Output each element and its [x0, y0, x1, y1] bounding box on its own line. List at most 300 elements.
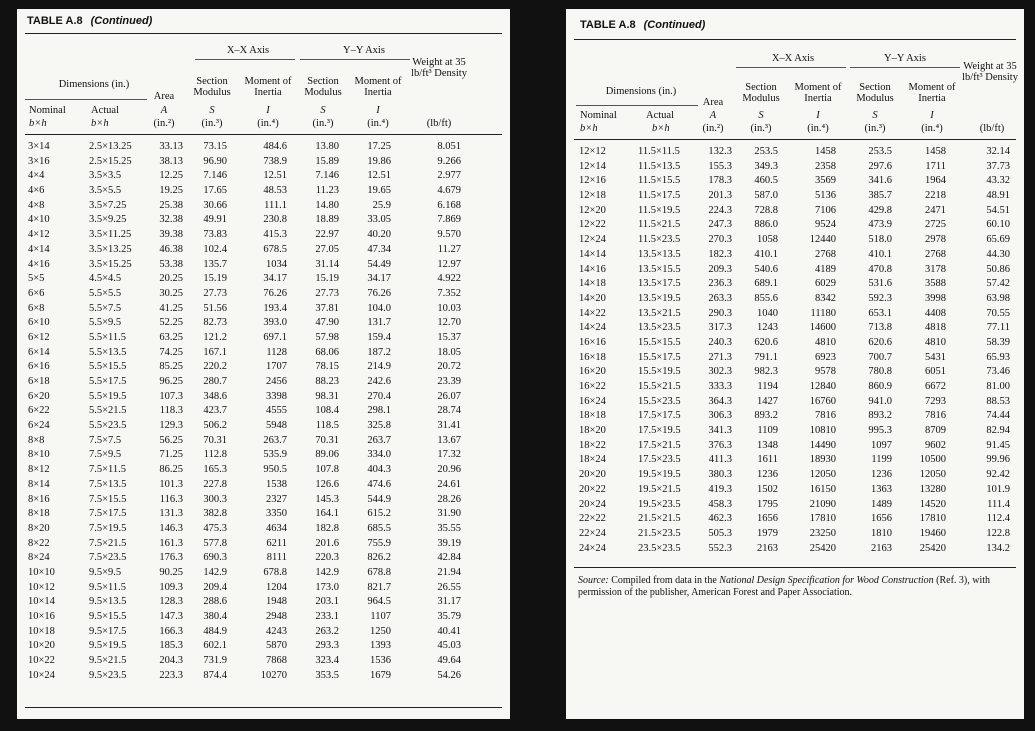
column-section-modulus-y — [850, 145, 892, 556]
table-cell: 9602 — [925, 439, 946, 451]
table-cell: 9.570 — [437, 229, 461, 241]
table-cell: 17.65 — [203, 185, 227, 197]
table-cell: 474.6 — [367, 478, 391, 490]
table-cell: 3.5×13.25 — [89, 243, 132, 255]
table-cell: 3.5×11.25 — [89, 229, 132, 241]
table-cell: 13.67 — [437, 434, 461, 446]
table-cell: 964.5 — [367, 596, 391, 608]
sx-unit: (in.³) — [750, 123, 772, 134]
table-cell: 3.5×5.5 — [89, 185, 122, 197]
table-title — [580, 19, 705, 31]
table-cell: 382.8 — [203, 508, 227, 520]
table-cell: 9578 — [815, 366, 836, 378]
table-cell: 4243 — [266, 625, 287, 637]
table-cell: 893.2 — [754, 410, 778, 422]
table-cell: 1058 — [757, 234, 778, 246]
sy-unit: (in.³) — [312, 118, 334, 129]
table-cell: 2.5×13.25 — [89, 141, 132, 152]
table-cell: 3398 — [266, 390, 287, 402]
table-cell: 19460 — [919, 527, 946, 539]
weight-unit: (lb/ft) — [426, 118, 452, 129]
actual-header: Actual — [91, 105, 119, 116]
table-cell: 134.2 — [986, 542, 1010, 554]
table-cell: 10×12 — [28, 581, 55, 593]
table-cell: 35.55 — [437, 522, 461, 534]
table-cell: 460.5 — [754, 175, 778, 187]
sy-symbol: S — [320, 105, 326, 116]
table-cell: 253.5 — [754, 146, 778, 157]
table-cell: 21.94 — [437, 566, 461, 578]
table-cell: 1199 — [871, 454, 892, 466]
sy-symbol: S — [872, 110, 878, 121]
table-cell: 42.84 — [437, 552, 461, 564]
table-cell: 484.9 — [203, 625, 227, 637]
table-cell: 6×24 — [28, 420, 50, 432]
column-actual — [638, 145, 704, 556]
header-rule — [25, 134, 502, 135]
table-cell: 18.05 — [437, 346, 461, 358]
table-cell: 34.17 — [367, 273, 391, 285]
table-cell: 15.5×17.5 — [638, 351, 681, 363]
table-cell: 227.8 — [203, 478, 227, 490]
table-cell: 12×20 — [579, 204, 606, 216]
table-cell: 5.5×9.5 — [89, 317, 122, 329]
table-cell: 1536 — [370, 655, 391, 667]
table-cell: 334.0 — [367, 449, 391, 461]
continued-label: (Continued) — [90, 15, 153, 27]
table-cell: 56.25 — [159, 434, 183, 446]
table-cell: 37.73 — [986, 160, 1010, 172]
table-cell: 270.3 — [708, 234, 732, 246]
actual-symbol: b×h — [91, 118, 109, 129]
column-moment-inertia-y — [349, 140, 391, 683]
column-moment-inertia-x — [239, 140, 287, 683]
table-cell: 223.3 — [159, 669, 183, 681]
nominal-header: Nominal — [29, 105, 66, 116]
table-cell: 263.7 — [367, 434, 391, 446]
table-cell: 109.3 — [159, 581, 183, 593]
table-cell: 21.5×21.5 — [638, 513, 681, 525]
table-cell: 12050 — [919, 469, 946, 481]
table-cell: 14600 — [809, 322, 836, 334]
weight-header: Weight at 35 lb/ft³ Density — [962, 61, 1018, 83]
table-cell: 45.03 — [437, 640, 461, 652]
table-cell: 7.146 — [315, 170, 339, 182]
table-cell: 2978 — [925, 234, 946, 246]
table-cell: 25.9 — [372, 199, 391, 211]
table-cell: 7.5×23.5 — [89, 552, 127, 564]
table-cell: 112.4 — [986, 513, 1010, 525]
table-cell: 270.4 — [367, 390, 391, 402]
header-rule — [574, 139, 1016, 140]
table-cell: 3×16 — [28, 155, 50, 167]
table-cell: 23250 — [809, 527, 836, 539]
table-cell: 17.25 — [367, 141, 391, 152]
table-cell: 419.3 — [708, 483, 732, 495]
table-cell: 182.8 — [315, 522, 339, 534]
table-cell: 4634 — [266, 522, 287, 534]
table-cell: 18930 — [809, 454, 836, 466]
table-cell: 11.5×19.5 — [638, 204, 681, 216]
table-cell: 4.5×4.5 — [89, 273, 122, 285]
table-cell: 473.9 — [868, 219, 892, 231]
table-cell: 20.96 — [437, 464, 461, 476]
table-cell: 14520 — [919, 498, 946, 510]
table-cell: 1204 — [266, 581, 287, 593]
bottom-rule — [25, 707, 502, 708]
yy-axis-header: Y–Y Axis — [343, 45, 385, 56]
table-cell: 9.5×9.5 — [89, 566, 122, 578]
table-cell: 12×18 — [579, 190, 606, 202]
sx-unit: (in.³) — [201, 118, 223, 129]
table-cell: 3.5×9.25 — [89, 214, 127, 226]
xx-axis-rule — [736, 67, 846, 68]
table-cell: 7.5×7.5 — [89, 434, 122, 446]
table-cell: 58.39 — [986, 336, 1010, 348]
table-cell: 17.5×19.5 — [638, 425, 681, 437]
table-cell: 10×22 — [28, 655, 55, 667]
table-cell: 1236 — [871, 469, 892, 481]
table-cell: 12×14 — [579, 160, 606, 172]
table-cell: 3.5×3.5 — [89, 170, 122, 182]
table-cell: 4×10 — [28, 214, 50, 226]
table-cell: 193.4 — [263, 302, 287, 314]
table-cell: 484.6 — [263, 141, 287, 152]
table-cell: 25420 — [809, 542, 836, 554]
table-cell: 8×18 — [28, 508, 50, 520]
table-cell: 6923 — [815, 351, 836, 363]
table-cell: 323.4 — [315, 655, 339, 667]
table-cell: 15.5×19.5 — [638, 366, 681, 378]
ix-header: Moment of Inertia — [244, 76, 292, 98]
table-cell: 950.5 — [263, 464, 287, 476]
table-cell: 16150 — [809, 483, 836, 495]
table-cell: 11.5×13.5 — [638, 160, 681, 172]
table-cell: 1795 — [757, 498, 778, 510]
table-cell: 1707 — [266, 361, 287, 373]
column-area — [696, 145, 732, 556]
table-cell: 506.2 — [203, 420, 227, 432]
table-cell: 96.25 — [159, 376, 183, 387]
table-cell: 1679 — [370, 669, 391, 681]
table-cell: 159.4 — [367, 331, 391, 343]
table-cell: 18.89 — [315, 214, 339, 226]
table-cell: 3588 — [925, 278, 946, 290]
table-cell: 1489 — [871, 498, 892, 510]
table-cell: 14×18 — [579, 278, 606, 290]
table-cell: 995.3 — [868, 425, 892, 437]
table-cell: 4.679 — [437, 185, 461, 197]
table-cell: 11180 — [810, 307, 836, 319]
area-unit: (in.²) — [702, 123, 724, 134]
table-cell: 7.5×17.5 — [89, 508, 127, 520]
table-cell: 306.3 — [708, 410, 732, 422]
table-cell: 41.25 — [159, 302, 183, 314]
table-cell: 19.5×21.5 — [638, 483, 681, 495]
table-cell: 7816 — [815, 410, 836, 422]
table-cell: 293.3 — [315, 640, 339, 652]
table-cell: 31.41 — [437, 420, 461, 432]
table-cell: 791.1 — [754, 351, 778, 363]
table-cell: 12×22 — [579, 219, 606, 231]
table-cell: 70.55 — [986, 307, 1010, 319]
table-cell: 552.3 — [708, 542, 732, 554]
table-cell: 886.0 — [754, 219, 778, 231]
table-cell: 9.5×17.5 — [89, 625, 127, 637]
table-cell: 2.5×15.25 — [89, 155, 132, 167]
table-cell: 5870 — [266, 640, 287, 652]
table-cell: 25.38 — [159, 199, 183, 211]
table-cell: 17810 — [809, 513, 836, 525]
table-cell: 173.0 — [315, 581, 339, 593]
table-cell: 353.5 — [315, 669, 339, 681]
table-cell: 5.5×13.5 — [89, 346, 127, 358]
table-cell: 11.5×15.5 — [638, 175, 681, 187]
table-cell: 18×24 — [579, 454, 606, 466]
table-cell: 587.0 — [754, 190, 778, 202]
table-cell: 204.3 — [159, 655, 183, 667]
table-cell: 263.2 — [315, 625, 339, 637]
table-cell: 685.5 — [367, 522, 391, 534]
table-cell: 57.42 — [986, 278, 1010, 290]
table-cell: 48.91 — [986, 190, 1010, 202]
table-cell: 874.4 — [203, 669, 227, 681]
table-cell: 7.5×15.5 — [89, 493, 127, 505]
table-cell: 88.23 — [315, 376, 339, 387]
table-cell: 298.1 — [367, 405, 391, 417]
table-cell: 82.94 — [986, 425, 1010, 437]
table-cell: 107.3 — [159, 390, 183, 402]
table-cell: 46.38 — [159, 243, 183, 255]
table-cell: 317.3 — [708, 322, 732, 334]
table-cell: 290.3 — [708, 307, 732, 319]
table-cell: 57.98 — [315, 331, 339, 343]
table-cell: 176.3 — [159, 552, 183, 564]
table-cell: 17.5×17.5 — [638, 410, 681, 422]
table-cell: 7.146 — [203, 170, 227, 182]
table-cell: 47.34 — [367, 243, 391, 255]
table-cell: 178.3 — [708, 175, 732, 187]
table-cell: 349.3 — [754, 160, 778, 172]
table-cell: 678.5 — [263, 243, 287, 255]
table-cell: 2327 — [266, 493, 287, 505]
table-cell: 15.19 — [315, 273, 339, 285]
table-cell: 1034 — [266, 258, 287, 270]
table-cell: 15.19 — [203, 273, 227, 285]
ix-symbol: I — [266, 105, 270, 116]
yy-axis-header: Y–Y Axis — [884, 53, 926, 64]
sx-header: Section Modulus — [193, 76, 231, 98]
source-italic: National Design Specification for Wood Construction — [719, 575, 934, 586]
table-cell: 620.6 — [754, 336, 778, 348]
table-cell: 14×20 — [579, 292, 606, 304]
table-cell: 86.25 — [159, 464, 183, 476]
table-cell: 10×20 — [28, 640, 55, 652]
table-cell: 201.6 — [315, 537, 339, 549]
table-cell: 518.0 — [868, 234, 892, 246]
table-cell: 4×4 — [28, 170, 45, 182]
dimensions-rule — [25, 99, 147, 100]
table-cell: 462.3 — [708, 513, 732, 525]
table-cell: 142.9 — [315, 566, 339, 578]
table-cell: 5.5×17.5 — [89, 376, 127, 387]
dimensions-header: Dimensions (in.) — [58, 79, 130, 90]
table-cell: 410.1 — [868, 248, 892, 260]
table-cell: 118.5 — [315, 420, 339, 432]
table-cell: 164.1 — [315, 508, 339, 520]
table-cell: 9.266 — [437, 155, 461, 167]
sx-symbol: S — [758, 110, 764, 121]
table-cell: 6×14 — [28, 346, 50, 358]
table-cell: 1948 — [266, 596, 287, 608]
table-cell: 18×18 — [579, 410, 606, 422]
table-cell: 10.03 — [437, 302, 461, 314]
dimensions-header: Dimensions (in.) — [605, 86, 677, 97]
table-cell: 429.8 — [868, 204, 892, 216]
table-cell: 24×24 — [579, 542, 606, 554]
table-cell: 26.55 — [437, 581, 461, 593]
table-cell: 50.86 — [986, 263, 1010, 275]
table-cell: 535.9 — [263, 449, 287, 461]
table-cell: 13.5×15.5 — [638, 263, 681, 275]
table-cell: 2.977 — [437, 170, 461, 182]
table-cell: 14×16 — [579, 263, 606, 275]
table-cell: 1040 — [757, 307, 778, 319]
table-cell: 19.86 — [367, 155, 391, 167]
table-cell: 78.15 — [315, 361, 339, 373]
table-cell: 209.4 — [203, 581, 227, 593]
table-cell: 1656 — [871, 513, 892, 525]
table-cell: 16×16 — [579, 336, 606, 348]
table-cell: 8×24 — [28, 552, 50, 564]
table-cell: 34.17 — [263, 273, 287, 285]
actual-header: Actual — [646, 110, 674, 121]
source-text: Compiled from data in the — [608, 575, 720, 586]
table-cell: 146.3 — [159, 522, 183, 534]
table-cell: 242.6 — [367, 376, 391, 387]
table-cell: 8×10 — [28, 449, 50, 461]
table-cell: 15.5×21.5 — [638, 381, 681, 392]
table-cell: 855.6 — [754, 292, 778, 304]
source-prefix: Source: — [578, 575, 609, 586]
table-cell: 3×14 — [28, 141, 50, 152]
table-cell: 7.5×19.5 — [89, 522, 127, 534]
table-cell: 689.1 — [754, 278, 778, 290]
table-cell: 380.4 — [203, 611, 227, 622]
sx-header: Section Modulus — [742, 82, 780, 104]
table-cell: 7868 — [266, 655, 287, 667]
table-cell: 423.7 — [203, 405, 227, 417]
table-cell: 5.5×11.5 — [89, 331, 127, 343]
ix-unit: (in.⁴) — [257, 118, 279, 129]
table-cell: 233.1 — [315, 611, 339, 622]
table-cell: 263.3 — [708, 292, 732, 304]
table-cell: 182.3 — [708, 248, 732, 260]
table-cell: 826.2 — [367, 552, 391, 564]
table-cell: 4818 — [925, 322, 946, 334]
table-cell: 135.7 — [203, 258, 227, 270]
table-cell: 6672 — [925, 381, 946, 392]
xx-axis-header: X–X Axis — [226, 45, 270, 56]
table-cell: 15.5×23.5 — [638, 395, 681, 407]
table-cell: 860.9 — [868, 381, 892, 392]
table-cell: 9524 — [815, 219, 836, 231]
table-cell: 22×24 — [579, 527, 606, 539]
table-cell: 16×24 — [579, 395, 606, 407]
table-cell: 297.6 — [868, 160, 892, 172]
table-cell: 263.7 — [263, 434, 287, 446]
table-cell: 4.922 — [437, 273, 461, 285]
table-cell: 2768 — [815, 248, 836, 260]
table-cell: 6×18 — [28, 376, 50, 387]
column-weight — [958, 145, 1010, 556]
table-cell: 6×10 — [28, 317, 50, 329]
table-cell: 1458 — [815, 146, 836, 157]
table-cell: 1107 — [370, 611, 391, 622]
table-cell: 30.25 — [159, 287, 183, 299]
column-actual — [89, 140, 153, 683]
table-cell: 253.5 — [868, 146, 892, 157]
table-cell: 620.6 — [868, 336, 892, 348]
table-cell: 7.5×9.5 — [89, 449, 122, 461]
dimensions-rule — [576, 105, 698, 106]
iy-unit: (in.⁴) — [921, 123, 943, 134]
table-cell: 821.7 — [367, 581, 391, 593]
table-cell: 26.07 — [437, 390, 461, 402]
table-cell: 185.3 — [159, 640, 183, 652]
table-cell: 17.32 — [437, 449, 461, 461]
column-moment-inertia-y — [902, 145, 946, 556]
table-cell: 4×6 — [28, 185, 45, 197]
table-cell: 1393 — [370, 640, 391, 652]
table-cell: 1611 — [757, 454, 778, 466]
table-cell: 13.5×13.5 — [638, 248, 681, 260]
table-cell: 325.8 — [367, 420, 391, 432]
table-cell: 364.3 — [708, 395, 732, 407]
actual-symbol: b×h — [652, 123, 670, 134]
table-cell: 145.3 — [315, 493, 339, 505]
table-cell: 6×6 — [28, 287, 45, 299]
table-cell: 2163 — [871, 542, 892, 554]
table-cell: 10×24 — [28, 669, 55, 681]
table-cell: 240.3 — [708, 336, 732, 348]
table-cell: 341.3 — [708, 425, 732, 437]
table-cell: 6211 — [266, 537, 287, 549]
table-cell: 4408 — [925, 307, 946, 319]
table-cell: 19.5×23.5 — [638, 498, 681, 510]
table-cell: 27.05 — [315, 243, 339, 255]
table-cell: 27.73 — [315, 287, 339, 299]
table-cell: 300.3 — [203, 493, 227, 505]
table-cell: 247.3 — [708, 219, 732, 231]
table-cell: 33.05 — [367, 214, 391, 226]
source-note — [578, 575, 1018, 599]
area-symbol: A — [160, 105, 168, 116]
table-cell: 18×20 — [579, 425, 606, 437]
iy-symbol: I — [930, 110, 934, 121]
table-cell: 165.3 — [203, 464, 227, 476]
table-cell: 9.5×23.5 — [89, 669, 127, 681]
table-cell: 81.00 — [986, 381, 1010, 392]
table-cell: 333.3 — [708, 381, 732, 392]
column-moment-inertia-x — [790, 145, 836, 556]
table-cell: 5.5×7.5 — [89, 302, 122, 314]
bottom-rule — [574, 567, 1016, 568]
table-cell: 5.5×19.5 — [89, 390, 127, 402]
table-cell: 73.46 — [986, 366, 1010, 378]
table-cell: 2768 — [925, 248, 946, 260]
table-cell: 20×22 — [579, 483, 606, 495]
